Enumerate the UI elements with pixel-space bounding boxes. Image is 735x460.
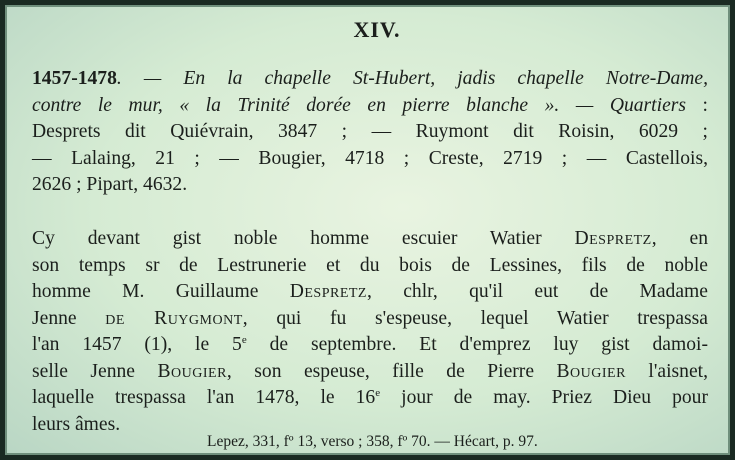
- person-name: Bougier: [157, 360, 227, 382]
- entry-line-4: — Lalaing, 21 ; — Bougier, 4718 ; Creste, 2719 ; — Castellois,: [32, 147, 708, 169]
- person-name: Despretz: [574, 228, 652, 249]
- entry-line-3: Desprets dit Quiévrain, 3847 ; — Ruymont dit Roisin, 6029 ;: [32, 121, 708, 142]
- document-page: [32, 13, 722, 453]
- inscription-line-1: Cy devant gist noble homme escuier Watier Despretz, en: [32, 228, 708, 249]
- entry-line-1: [32, 66, 708, 93]
- entry-date: 1457-1478: [32, 68, 117, 89]
- source-citation: Lepez, 331, fº 13, verso ; 358, fº 70. — Hécart, p. 97.: [207, 433, 538, 450]
- inscription-line-7: laquelle trespassa l'an 1478, le 16e jour de may. Priez Dieu pour: [32, 387, 708, 408]
- person-name: Bougier: [556, 360, 626, 382]
- entry-location: . — En la chapelle St-Hubert, jadis chapelle Notre-Dame,: [116, 68, 708, 89]
- inscription-line-8: leurs âmes.: [32, 413, 121, 435]
- inscription-line-4: Jenne de Ruygmont, qui fu s'espeuse, lequel Watier trespassa: [32, 307, 708, 329]
- entry-line-2: contre le mur, « la Trinité dorée en pierre blanche ». — Quartiers :: [32, 94, 709, 116]
- inscription-paragraph: [32, 226, 708, 438]
- entry-line-5: 2626 ; Pipart, 4632.: [32, 174, 188, 195]
- person-name: de Ruygmont: [105, 307, 243, 329]
- person-name: Despretz: [289, 281, 367, 302]
- inscription-line-3: homme M. Guillaume Despretz, chlr, qu'il eut de Madame: [32, 281, 708, 302]
- entry-description: contre le mur, « la Trinité dorée en pierre blanche ». — Quartiers: [32, 94, 687, 116]
- inscription-line-2: son temps sr de Lestrunerie et du bois de Lessines, fils de noble: [32, 254, 708, 276]
- inscription-line-5: l'an 1457 (1), le 5e de septembre. Et d'emprez luy gist damoi-: [32, 334, 708, 355]
- entry-paragraph: [32, 66, 708, 199]
- section-number: XIV.: [353, 17, 401, 42]
- inscription-line-6: selle Jenne Bougier, son espeuse, fille de Pierre Bougier l'aisnet,: [32, 360, 708, 382]
